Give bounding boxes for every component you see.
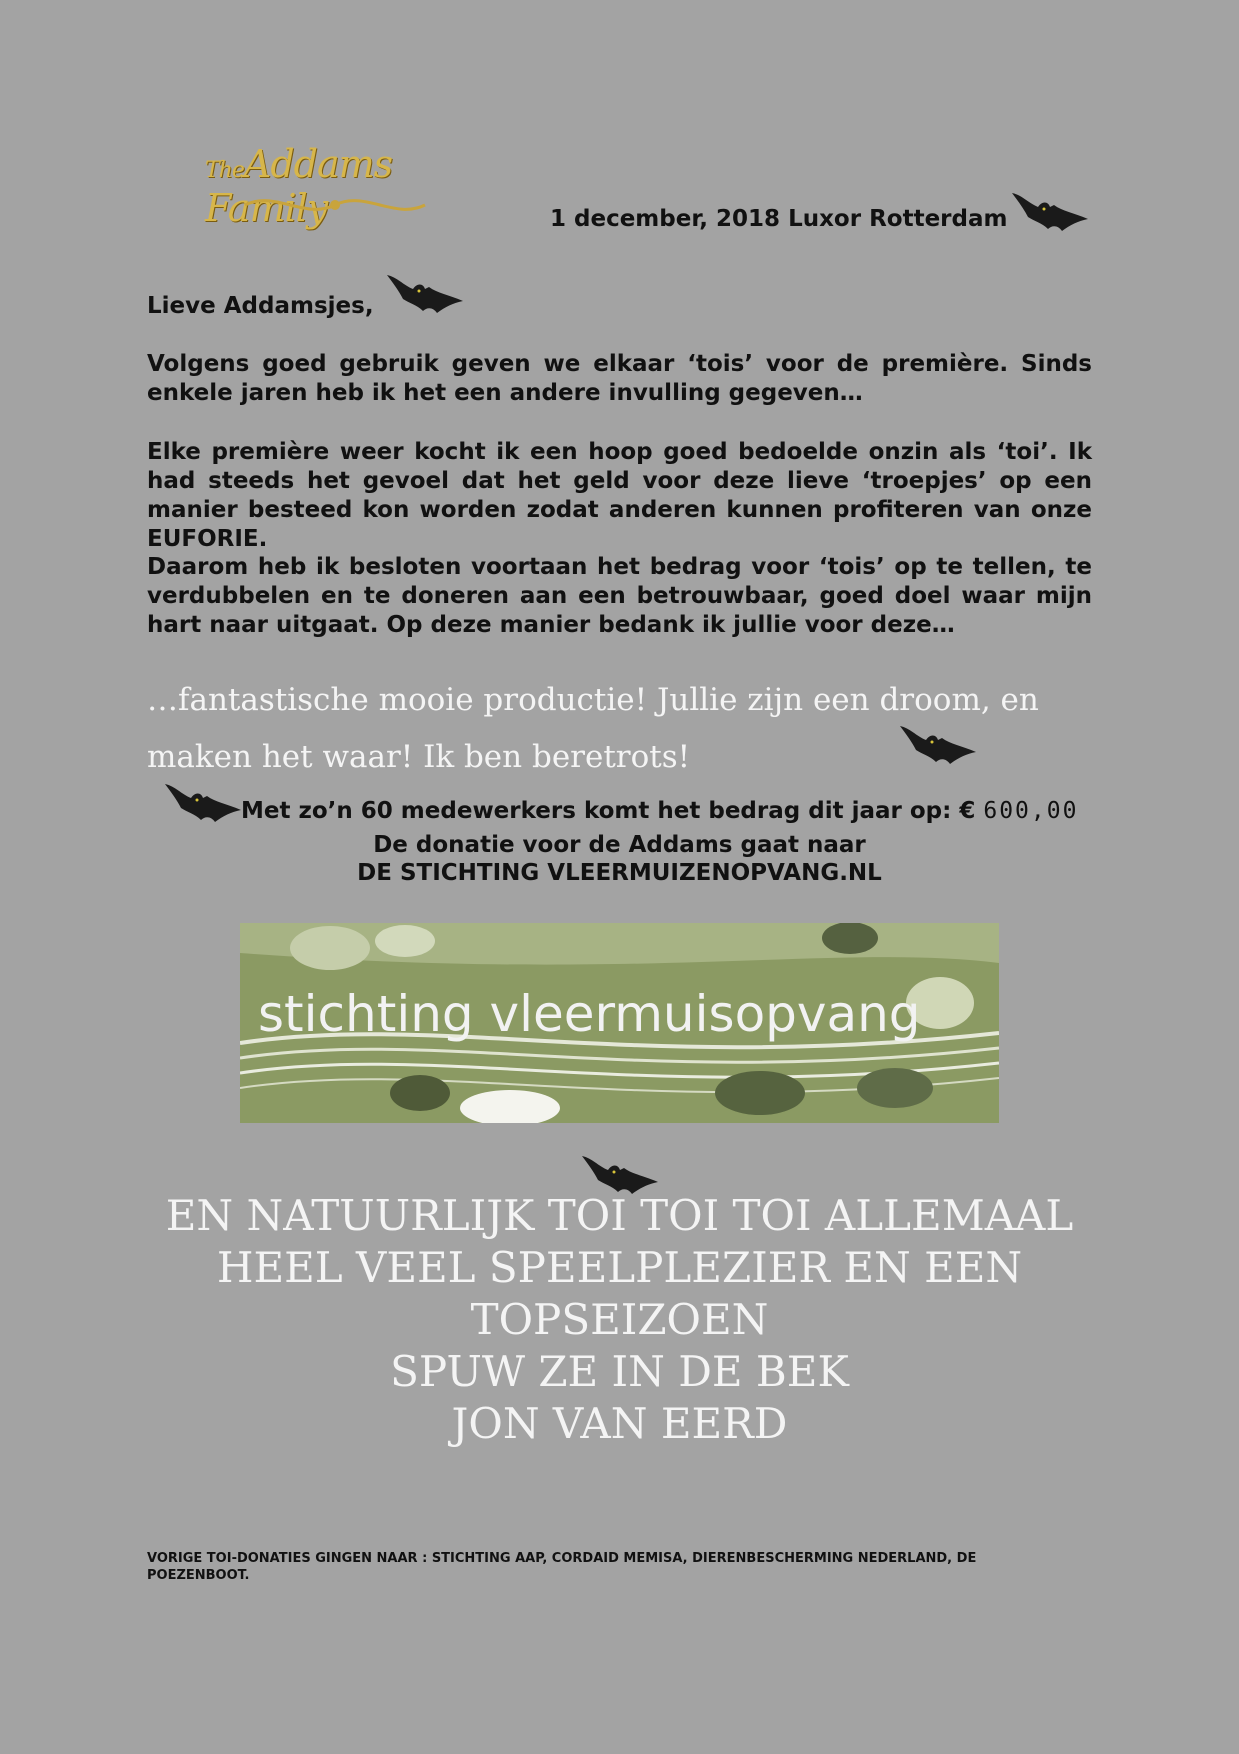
addams-family-logo — [205, 142, 470, 232]
amount-value: 600,00 — [983, 798, 1079, 824]
logo-the: The — [205, 158, 244, 183]
amount-line — [241, 798, 1078, 824]
amount-text: Met zo’n 60 medewerkers komt het bedrag dit jaar op: € — [241, 798, 976, 824]
footnote: VORIGE TOI-DONATIES GINGEN NAAR : STICHTING AAP, CORDAID MEMISA, DIERENBESCHERMING NEDERLAND, DE POEZENBOOT. — [147, 1551, 977, 1583]
paragraph-1: Volgens goed gebruik geven we elkaar ‘tois’ voor de première. Sinds enkele jaren heb ik het een andere invulling gegeven… — [147, 351, 1092, 406]
paragraph-3: Daarom heb ik besloten voortaan het bedrag voor ‘tois’ op te tellen, te verdubbelen en te doneren aan een betrouwbaar, goed doel waar mijn hart naar uitgaat. Op deze manier bedank ik jullie voor deze… — [147, 554, 1092, 638]
destination-line-2: DE STICHTING VLEERMUIZENOPVANG.NL — [357, 860, 882, 886]
closing-line-1: EN NATUURLIJK TOI TOI TOI ALLEMAAL — [165, 1191, 1074, 1240]
closing-line-4: SPUW ZE IN DE BEK — [390, 1347, 849, 1396]
logo-swirl-icon — [235, 190, 435, 220]
closing-block — [0, 1190, 1239, 1450]
date-location: 1 december, 2018 Luxor Rotterdam — [550, 206, 1008, 232]
bat-icon — [1010, 185, 1090, 235]
quote-line-1: …fantastische mooie productie! Jullie zijn een droom, en — [147, 682, 1039, 718]
bat-icon — [580, 1148, 660, 1198]
bat-icon — [163, 776, 243, 826]
paragraph-2: Elke première weer kocht ik een hoop goed bedoelde onzin als ‘toi’. Ik had steeds het gevoel dat het geld voor deze lieve ‘troepjes’ op een manier besteed kon worden zodat anderen kunnen profiteren van onze EUFORIE. — [147, 439, 1092, 552]
closing-line-5: JON VAN EERD — [451, 1399, 788, 1448]
destination-line-1: De donatie voor de Addams gaat naar — [373, 832, 866, 858]
closing-line-2: HEEL VEEL SPEELPLEZIER EN EEN — [216, 1243, 1023, 1292]
bat-icon — [385, 267, 465, 317]
logo-main: Addams Family — [205, 142, 393, 230]
quote-line-2: maken het waar! Ik ben beretrots! — [147, 739, 691, 775]
banner-text: stichting vleermuisopvang — [258, 985, 921, 1043]
closing-line-3: TOPSEIZOEN — [470, 1295, 769, 1344]
greeting: Lieve Addamsjes, — [147, 293, 374, 319]
bat-icon — [898, 718, 978, 768]
vleermuisopvang-banner — [240, 923, 999, 1123]
